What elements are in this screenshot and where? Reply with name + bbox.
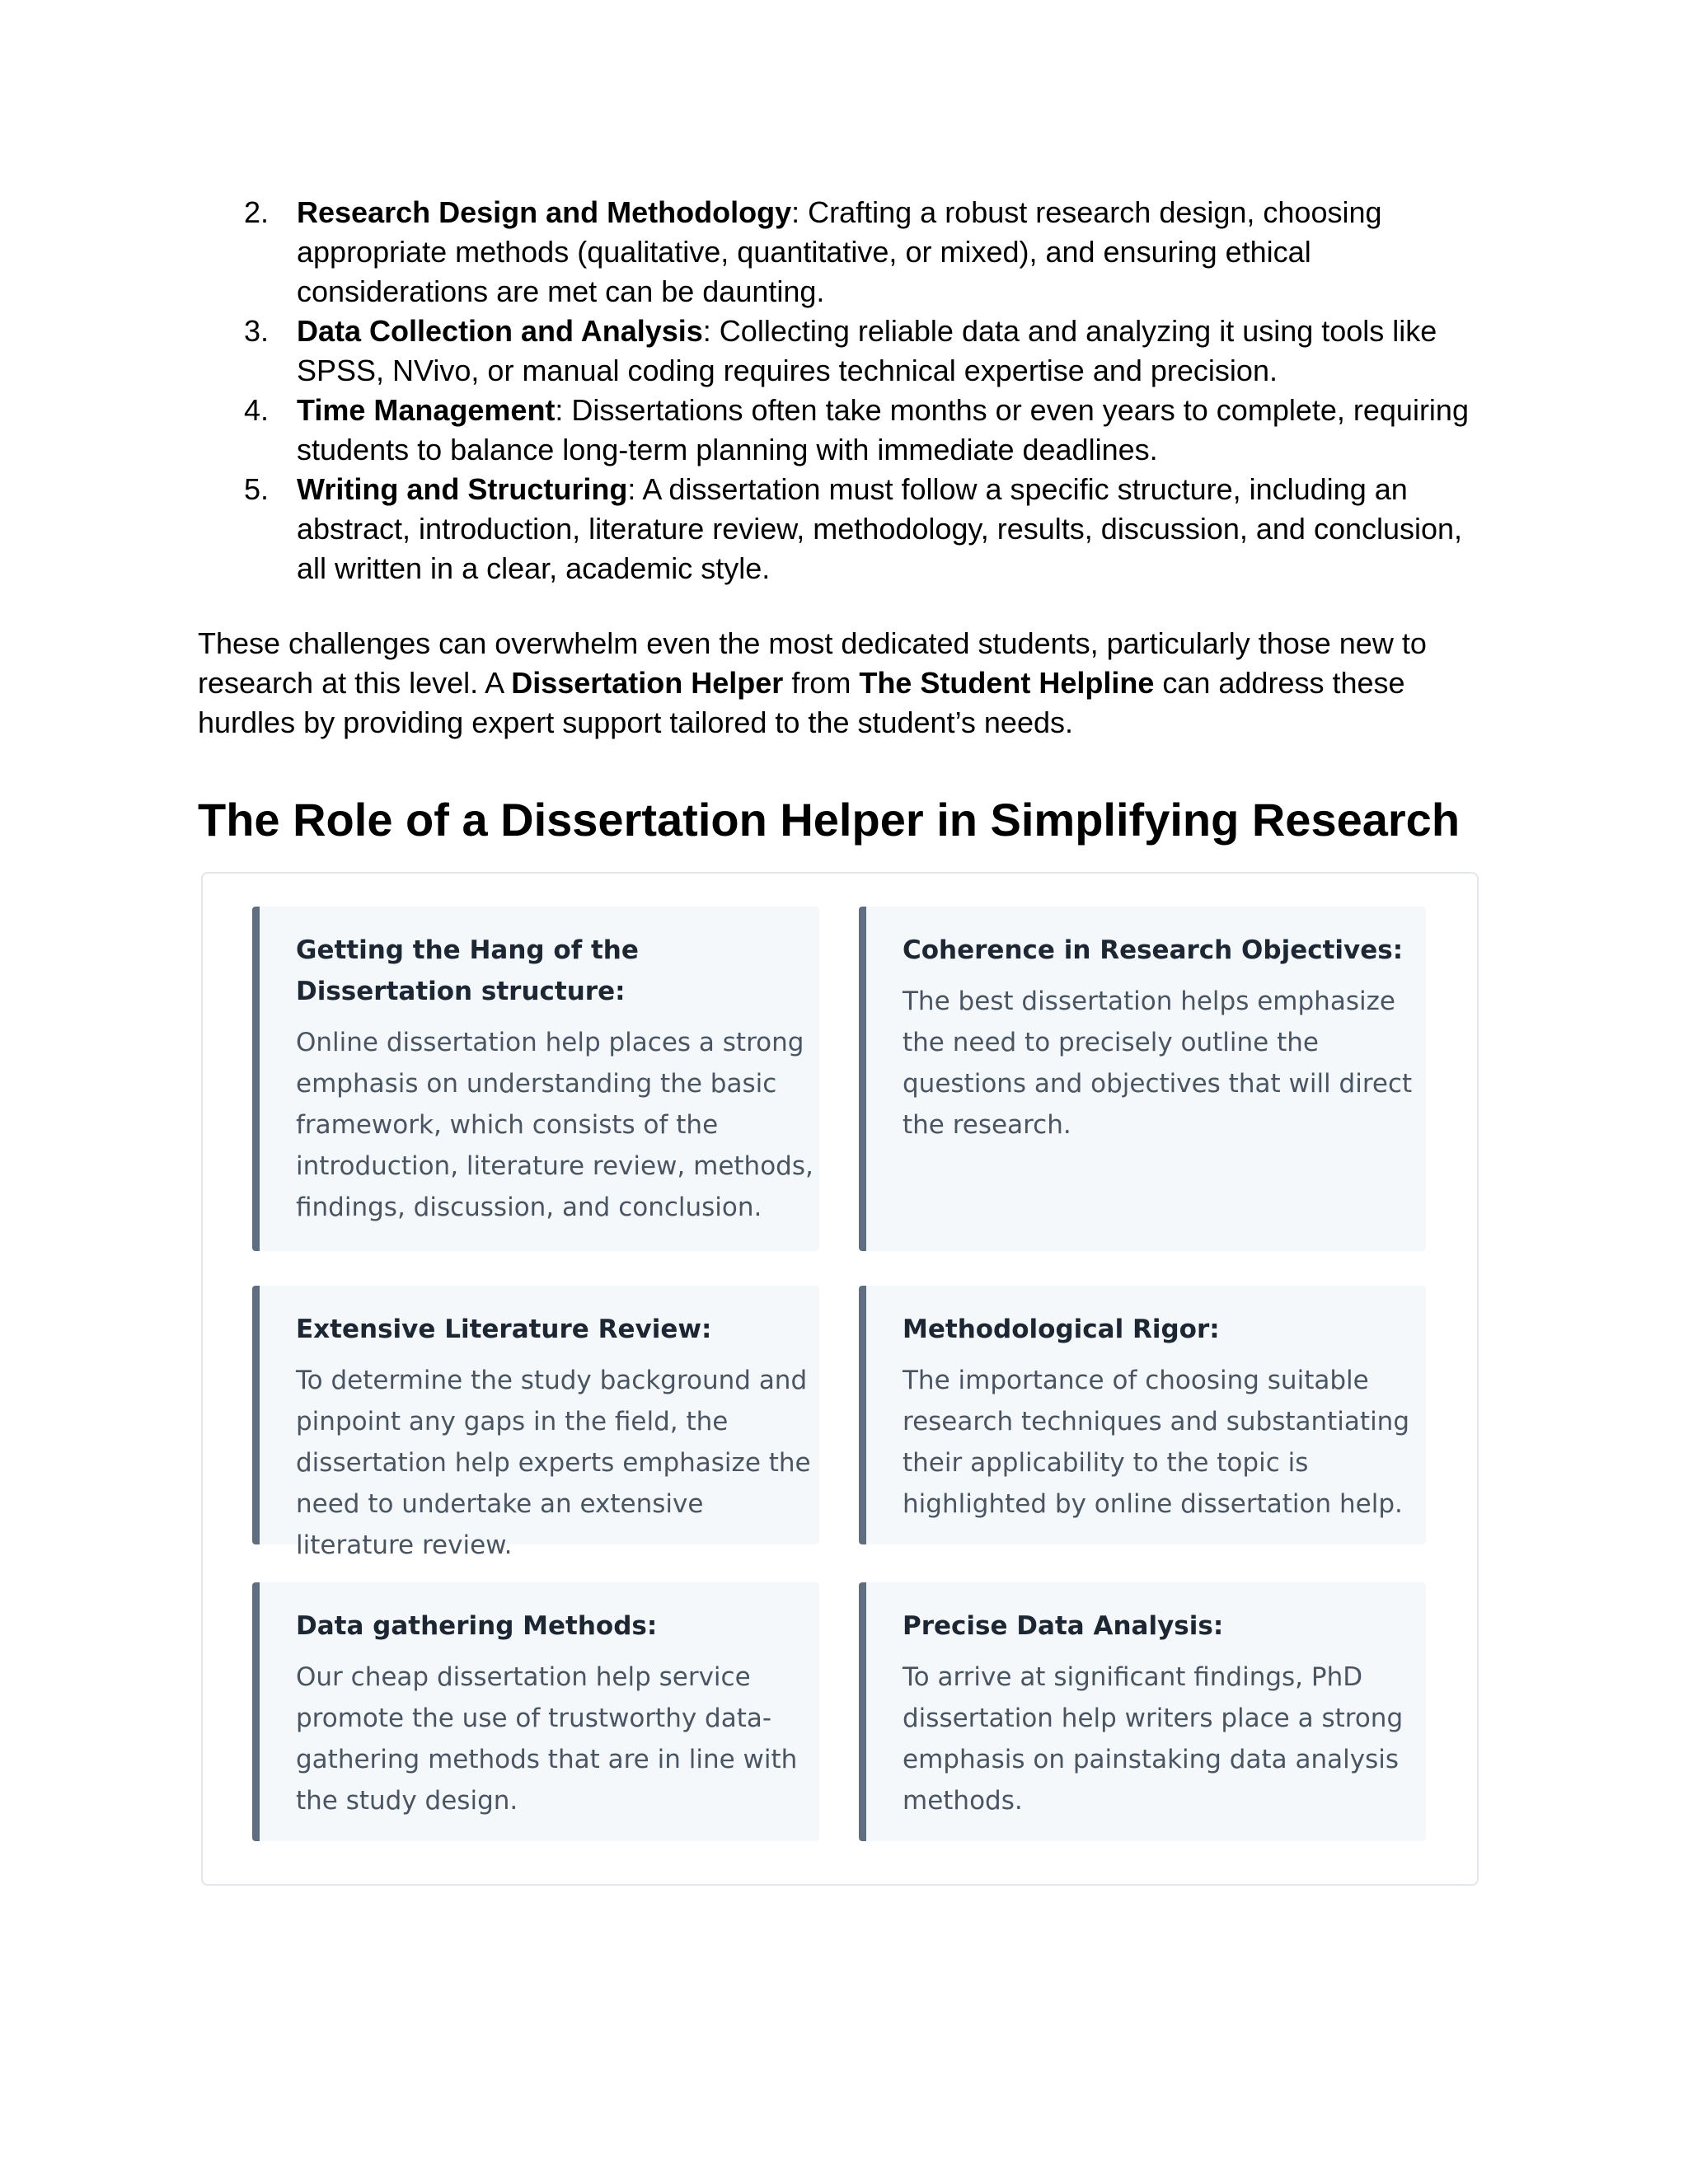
list-number: 3. bbox=[244, 314, 270, 348]
list-item bbox=[198, 391, 1500, 470]
card-title: Data gathering Methods: bbox=[296, 1611, 658, 1641]
paragraph-bold-dissertation-helper: Dissertation Helper bbox=[511, 666, 784, 700]
list-item bbox=[198, 470, 1500, 588]
list-term: Data Collection and Analysis bbox=[297, 314, 703, 348]
paragraph-text: from bbox=[783, 666, 860, 700]
list-text: : Dissertations often take months or even years to complete, requiring students to balance long-term planning with immediate deadlines. bbox=[297, 393, 1469, 466]
card-title: Getting the Hang of the Dissertation structure: bbox=[296, 935, 639, 1006]
list-number: 2. bbox=[244, 195, 270, 229]
list-term: Time Management bbox=[297, 393, 556, 427]
card-text: The best dissertation helps emphasize the need to precisely outline the questions and objectives that will direct the research. bbox=[903, 987, 1413, 1140]
card-research-objectives bbox=[859, 907, 1426, 1251]
list-term: Writing and Structuring bbox=[297, 472, 628, 506]
list-term: Research Design and Methodology bbox=[297, 195, 792, 229]
card-dissertation-structure bbox=[252, 907, 819, 1251]
list-text: : Collecting reliable data and analyzing it using tools like SPSS, NVivo, or manual coding requires technical expertise and precision. bbox=[297, 314, 1437, 387]
card-title: Extensive Literature Review: bbox=[296, 1315, 712, 1344]
card-text: To determine the study background and pinpoint any gaps in the field, the dissertation help experts emphasize the need to undertake an extensive literature review. bbox=[296, 1366, 811, 1560]
card-text: To arrive at significant findings, PhD dissertation help writers place a strong emphasis on painstaking data analysis methods. bbox=[903, 1662, 1404, 1816]
paragraph-bold-student-helpline: The Student Helpline bbox=[859, 666, 1155, 700]
intro-paragraph bbox=[198, 624, 1484, 743]
cards-panel bbox=[201, 872, 1479, 1886]
list-number: 5. bbox=[244, 472, 270, 506]
list-number: 4. bbox=[244, 393, 270, 427]
section-heading: The Role of a Dissertation Helper in Simplifying Research bbox=[198, 794, 1461, 846]
card-title: Methodological Rigor: bbox=[903, 1315, 1220, 1344]
list-item bbox=[198, 193, 1500, 312]
card-text: Online dissertation help places a strong emphasis on understanding the basic framework, which consists of the introduction, literature review, methods, findings, discussion, and conclusion. bbox=[296, 1028, 814, 1222]
list-text: : A dissertation must follow a specific structure, including an abstract, introduction, literature review, methodology, results, discussion, and conclusion, all written in a clear, academic style. bbox=[297, 472, 1463, 585]
card-title: Precise Data Analysis: bbox=[903, 1611, 1224, 1641]
card-text: Our cheap dissertation help service promote the use of trustworthy data-gathering methods that are in line with the study design. bbox=[296, 1662, 798, 1816]
card-data-gathering bbox=[252, 1582, 819, 1841]
card-data-analysis bbox=[859, 1582, 1426, 1841]
card-text: The importance of choosing suitable research techniques and substantiating their applicability to the topic is highlighted by online dissertation help. bbox=[903, 1366, 1410, 1519]
paragraph-text: can address these hurdles by providing expert support tailored to the student’s needs. bbox=[198, 666, 1405, 739]
card-title: Coherence in Research Objectives: bbox=[903, 935, 1404, 965]
list-item bbox=[198, 312, 1500, 391]
list-text: : Crafting a robust research design, choosing appropriate methods (qualitative, quantitative, or mixed), and ensuring ethical considerations are met can be daunting. bbox=[297, 195, 1382, 308]
paragraph-text: These challenges can overwhelm even the most dedicated students, particularly those new to research at this level. A bbox=[198, 626, 1427, 700]
card-methodological-rigor bbox=[859, 1286, 1426, 1544]
challenges-list bbox=[198, 193, 1500, 588]
card-literature-review bbox=[252, 1286, 819, 1560]
